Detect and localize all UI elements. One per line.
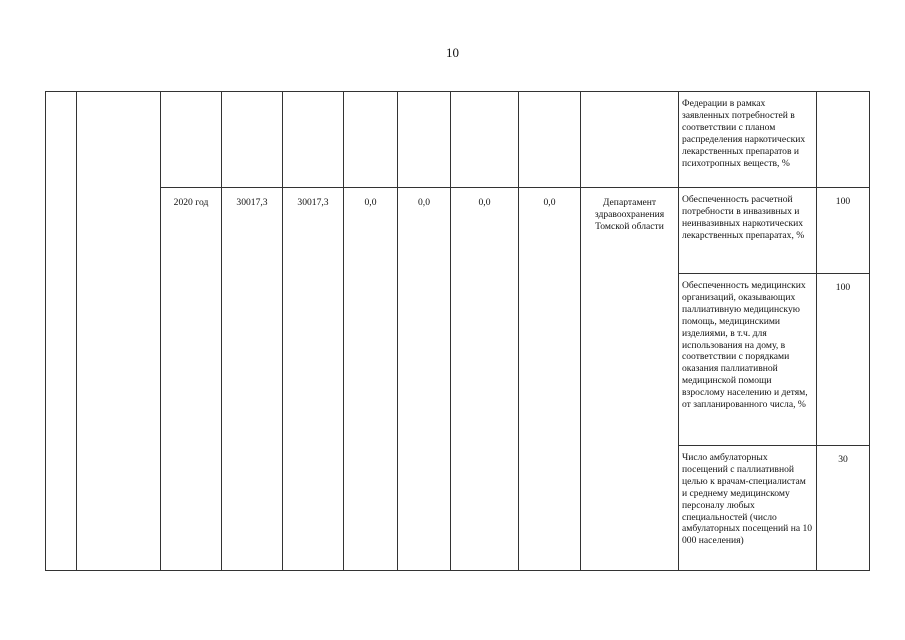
indicator-cell bbox=[679, 188, 817, 274]
amount-regional: 0,0 bbox=[364, 197, 377, 208]
amount-cell bbox=[283, 188, 344, 571]
indicator-value bbox=[817, 92, 869, 103]
amount-cell bbox=[398, 188, 451, 571]
indicator-value: 30 bbox=[838, 454, 848, 465]
amount-cell bbox=[344, 188, 398, 571]
indicator-text: Обеспеченность медицинских организаций, оказывающих паллиативную медицинскую помощь, медицинскими изделиями, в т.ч. для использования на дому, в соответствии с порядками оказания паллиативной медицинской помощи взрослому населению и детям, от запланированного числа, % bbox=[682, 280, 808, 411]
amount-federal: 30017,3 bbox=[297, 197, 329, 208]
department-name: Департамент здравоохранения Томской области bbox=[594, 197, 665, 232]
indicator-text: Число амбулаторных посещений с паллиативной целью к врачам-специалистам и среднему медицинскому персоналу любых специальностей (число амбулаторных посещений на 10 000 населения) bbox=[682, 452, 813, 547]
indicator-text: Федерации в рамках заявленных потребностей в соответствии с планом распределения наркотических лекарственных препаратов и психотропных веществ, % bbox=[682, 98, 806, 169]
indicator-cell bbox=[679, 274, 817, 446]
table-row bbox=[46, 92, 870, 188]
table-row bbox=[46, 188, 870, 274]
amount-cell bbox=[519, 188, 581, 571]
indicator-text: Обеспеченность расчетной потребности в инвазивных и неинвазивных наркотических лекарственных препаратах, % bbox=[682, 194, 805, 241]
amount-cell bbox=[451, 188, 519, 571]
indicator-cell bbox=[679, 92, 817, 188]
indicator-value: 100 bbox=[835, 196, 851, 207]
amount-cell bbox=[222, 188, 283, 571]
page-number: 10 bbox=[446, 45, 459, 60]
amount-tfoms: 0,0 bbox=[478, 197, 491, 208]
year-cell bbox=[161, 188, 222, 571]
empty-cell bbox=[451, 92, 519, 188]
empty-cell bbox=[344, 92, 398, 188]
empty-cell bbox=[222, 92, 283, 188]
indicator-value-cell bbox=[817, 274, 870, 446]
empty-cell bbox=[283, 92, 344, 188]
indicator-value-cell bbox=[817, 188, 870, 274]
number-cell bbox=[46, 92, 77, 571]
department-cell bbox=[581, 188, 679, 571]
indicator-cell bbox=[679, 446, 817, 571]
empty-cell bbox=[519, 92, 581, 188]
indicator-value: 100 bbox=[835, 282, 851, 293]
empty-cell bbox=[398, 92, 451, 188]
program-table bbox=[45, 91, 870, 571]
indicator-value-cell bbox=[817, 92, 870, 188]
amount-local: 0,0 bbox=[418, 197, 430, 208]
amount-other: 0,0 bbox=[543, 197, 556, 208]
indicator-value-cell bbox=[817, 446, 870, 571]
amount-total: 30017,3 bbox=[236, 197, 268, 208]
empty-cell bbox=[161, 92, 222, 188]
task-cell bbox=[77, 92, 161, 571]
empty-cell bbox=[581, 92, 679, 188]
year-label: 2020 год bbox=[173, 197, 209, 208]
